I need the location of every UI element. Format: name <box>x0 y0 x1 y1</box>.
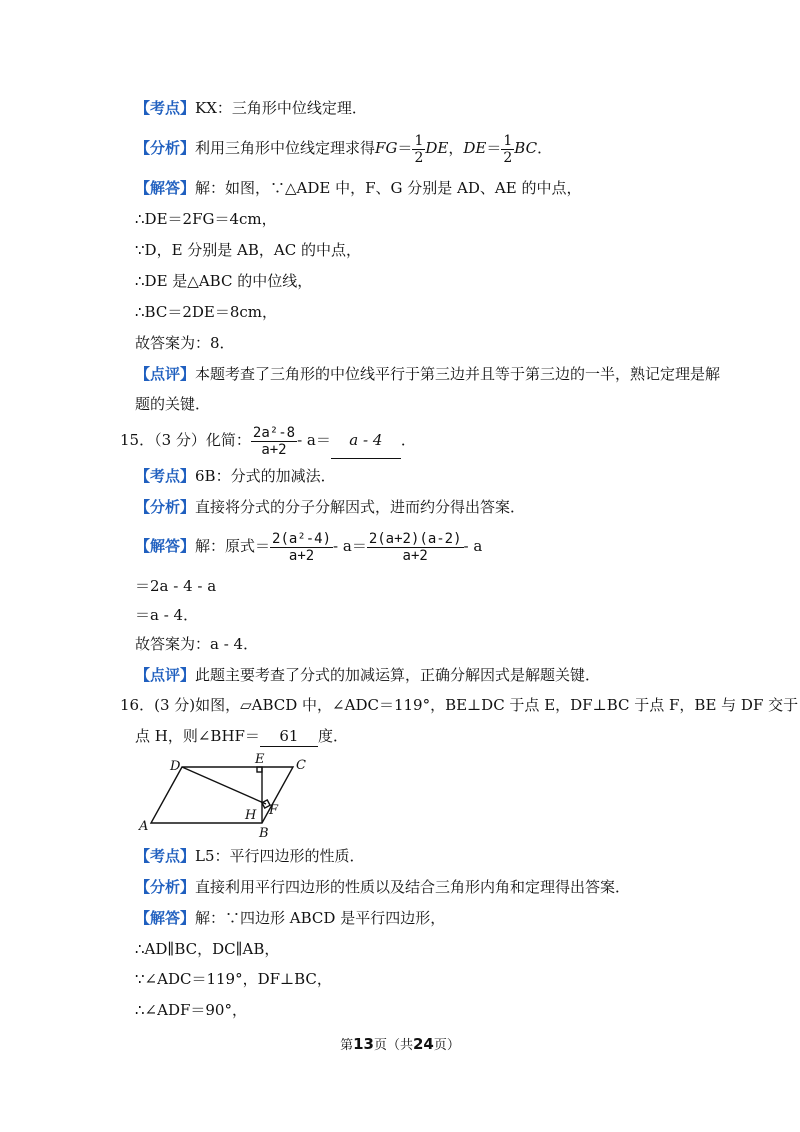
s14-fraction-half-1 <box>412 133 425 166</box>
s14-kaodian-line <box>135 98 367 118</box>
fenxi-tag: 【分析】 <box>135 878 196 896</box>
jieda-tag: 【解答】 <box>135 179 196 197</box>
s14-fenxi-bc: BC <box>514 139 538 157</box>
label-e: E <box>255 752 265 767</box>
q16-jieda-1: 解：∵四边形 ABCD 是平行四边形， <box>195 909 446 927</box>
q15-jieda-mid: - a＝ <box>333 537 367 555</box>
q16-text-2: 点 H，则∠BHF＝ <box>135 727 260 745</box>
kaodian-tag: 【考点】 <box>135 467 196 485</box>
s14-fenxi-eq2: ＝ <box>486 139 502 157</box>
q15-jieda-2: ＝2a - 4 - a <box>135 577 217 595</box>
q16-line2 <box>135 726 348 747</box>
s14-jieda-line <box>135 178 581 198</box>
s14-jieda-1: 解：如图，∵△ADE 中，F、G 分别是 AD、AE 的中点， <box>195 179 582 197</box>
frac-num: 1 <box>503 132 513 149</box>
page-number: 13 <box>353 1035 374 1053</box>
footer-pre: 第 <box>340 1038 354 1053</box>
q16-jieda-3: ∵∠ADC＝119°，DF⊥BC， <box>135 970 332 988</box>
q16-kaodian-line <box>135 846 365 866</box>
q15-jieda-frac1 <box>270 531 333 564</box>
s14-fenxi-fg: FG <box>375 139 398 157</box>
q15-jieda-4: 故答案为：a - 4． <box>135 635 259 653</box>
label-c: C <box>296 758 306 773</box>
page-footer <box>0 1034 800 1053</box>
s14-fenxi-line <box>135 130 552 166</box>
q15-answer: a - 4 <box>349 431 383 449</box>
label-f: F <box>269 803 279 818</box>
s14-jieda-6: 故答案为：8． <box>135 334 235 352</box>
q15-jieda-frac2 <box>367 531 464 564</box>
q15-jieda-line <box>135 528 482 564</box>
q16-kaodian-text: L5：平行四边形的性质． <box>195 847 365 865</box>
frac-den: a+2 <box>288 547 315 564</box>
s14-jieda-2: ∴DE＝2FG＝4cm， <box>135 210 277 228</box>
q16-line1 <box>120 695 798 715</box>
q16-fenxi-text: 直接利用平行四边形的性质以及结合三角形内角和定理得出答案． <box>195 878 631 896</box>
s14-fenxi-pre: 利用三角形中位线定理求得 <box>195 139 376 157</box>
q16-parallelogram-figure <box>135 752 310 840</box>
frac-num: 2(a+2)(a-2) <box>368 530 462 547</box>
s14-jieda-4: ∴DE 是△ABC 的中位线， <box>135 272 313 290</box>
q16-answer-blank <box>260 726 318 747</box>
q15-jieda-tail: - a <box>463 537 483 555</box>
label-b: B <box>259 826 269 840</box>
q15-kaodian-text: 6B：分式的加减法． <box>195 467 336 485</box>
q16-end: 度． <box>317 727 348 745</box>
q15-jieda-3: ＝a - 4． <box>135 606 199 624</box>
frac-num: 2(a²-4) <box>272 530 332 547</box>
q16-jieda-line <box>135 908 445 928</box>
kaodian-tag: 【考点】 <box>135 99 196 117</box>
q15-end: ． <box>400 431 416 449</box>
q15-kaodian-line <box>135 466 336 486</box>
s14-jieda-3: ∵D，E 分别是 AB，AC 的中点， <box>135 241 361 259</box>
label-h: H <box>245 808 257 823</box>
q16-jieda-2: ∴AD∥BC，DC∥AB， <box>135 940 280 958</box>
s14-fraction-half-2 <box>501 133 514 166</box>
s14-fenxi-end: ． <box>537 139 553 157</box>
total-pages: 24 <box>413 1035 434 1053</box>
s14-dianping-2: 题的关键． <box>135 395 211 413</box>
q16-answer: 61 <box>279 727 299 745</box>
q15-dianping-line <box>135 665 600 685</box>
jieda-tag: 【解答】 <box>135 537 196 555</box>
frac-num: 1 <box>414 132 424 149</box>
dianping-tag: 【点评】 <box>135 666 196 684</box>
s14-dianping-1: 本题考查了三角形的中位线平行于第三边并且等于第三边的一半，熟记定理是解 <box>195 365 721 383</box>
s14-fenxi-eq: ＝ <box>397 139 413 157</box>
footer-mid: 页（共 <box>373 1038 413 1053</box>
right-angle-e <box>257 767 262 772</box>
frac-den: 2 <box>503 149 513 166</box>
kaodian-tag: 【考点】 <box>135 847 196 865</box>
frac-den: a+2 <box>261 441 287 458</box>
fenxi-tag: 【分析】 <box>135 139 196 157</box>
s14-kaodian-text: KX：三角形中位线定理． <box>195 99 367 117</box>
fenxi-tag: 【分析】 <box>135 498 196 516</box>
q15-minus-a: - a＝ <box>297 431 331 449</box>
dianping-tag: 【点评】 <box>135 365 196 383</box>
q16-number: 16． <box>120 696 155 714</box>
label-d: D <box>170 759 181 774</box>
q15-answer-blank <box>331 422 401 459</box>
q15-dianping-text: 此题主要考查了分式的加减运算，正确分解因式是解题关键． <box>195 666 601 684</box>
label-a: A <box>139 819 149 834</box>
segment-df <box>182 767 266 804</box>
frac-den: a+2 <box>402 547 428 564</box>
s14-fenxi-de: DE <box>425 139 449 157</box>
frac-num: 2a²-8 <box>252 424 296 441</box>
s14-fenxi-de2: DE <box>463 139 487 157</box>
q16-text-1: (3 分)如图，▱ABCD 中，∠ADC＝119°，BE⊥DC 于点 E，DF⊥BC 于点 F，BE 与 DF 交于 <box>154 696 799 714</box>
q15-line <box>120 422 416 459</box>
footer-post: 页） <box>433 1038 460 1053</box>
q16-fenxi-line <box>135 877 630 897</box>
q15-fenxi-line <box>135 497 525 517</box>
s14-dianping-line <box>135 364 720 384</box>
q15-fraction <box>251 425 297 458</box>
jieda-tag: 【解答】 <box>135 909 196 927</box>
s14-jieda-5: ∴BC＝2DE＝8cm， <box>135 303 278 321</box>
q15-fenxi-text: 直接将分式的分子分解因式，进而约分得出答案． <box>195 498 526 516</box>
frac-den: 2 <box>414 149 424 166</box>
q15-jieda-pre: 解：原式＝ <box>195 537 271 555</box>
q15-score: （3 分）化简： <box>154 431 251 449</box>
s14-fenxi-comma: ， <box>448 139 464 157</box>
q15-number: 15． <box>120 431 155 449</box>
q16-jieda-4: ∴∠ADF＝90°， <box>135 1001 247 1019</box>
